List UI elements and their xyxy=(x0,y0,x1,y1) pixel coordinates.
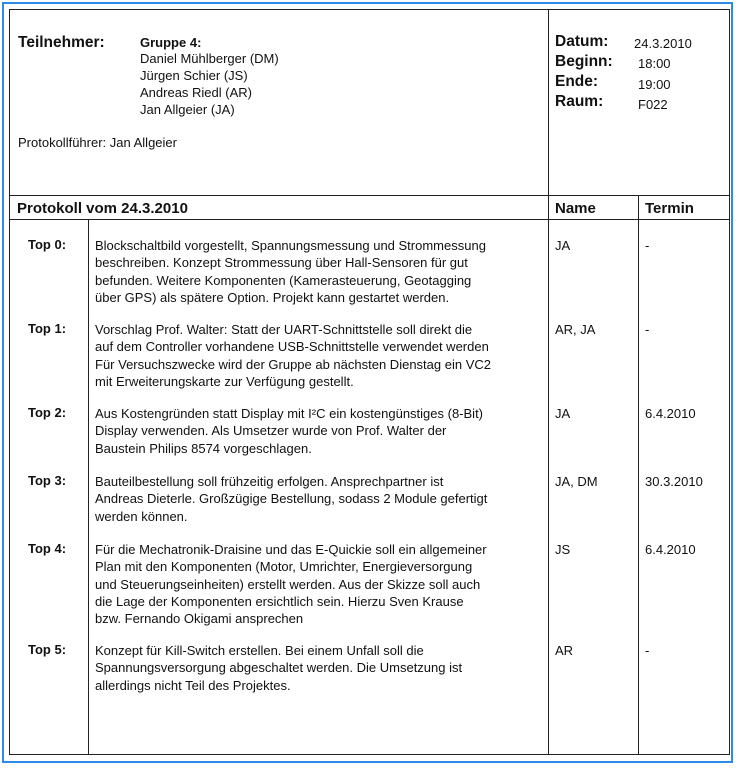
top-label-2: Top 2: xyxy=(28,405,67,420)
termin-0: - xyxy=(645,238,650,253)
raum-value: F022 xyxy=(638,97,668,112)
divider-header-right xyxy=(548,9,549,755)
column-name-header: Name xyxy=(555,200,596,217)
top-label-5: Top 5: xyxy=(28,642,67,657)
text-line: Blockschaltbild vorgestellt, Spannungsmessung und Strommessung xyxy=(95,238,486,253)
text-line: Für die Mechatronik-Draisine und das E-Quickie soll ein allgemeiner xyxy=(95,542,487,557)
protokollfuehrer: Protokollführer: Jan Allgeier xyxy=(18,135,177,150)
name-2: JA xyxy=(555,406,571,421)
text-line: Display verwenden. Als Umsetzer wurde von Prof. Walter der xyxy=(95,423,447,439)
text-line: Aus Kostengründen statt Display mit I²C ein kostengünstiges (8-Bit) xyxy=(95,406,484,421)
termin-5: - xyxy=(645,643,650,658)
text-line: Baustein Philips 8574 vorgeschlagen. xyxy=(95,440,312,456)
top-text-2 xyxy=(95,405,483,457)
name-5: AR xyxy=(555,643,574,658)
divider-top-column xyxy=(88,220,89,755)
text-line: Vorschlag Prof. Walter: Statt der UART-Schnittstelle soll direkt die xyxy=(95,322,473,337)
text-line: Für Versuchszwecke wird der Gruppe ab nächsten Dienstag ein VC2 xyxy=(95,356,491,372)
top-text-5 xyxy=(95,642,462,694)
ende-label: Ende: xyxy=(555,73,599,90)
member-3: Andreas Riedl (AR) xyxy=(140,85,252,100)
top-label-0: Top 0: xyxy=(28,237,67,252)
termin-1: - xyxy=(645,322,650,337)
member-2: Jürgen Schier (JS) xyxy=(140,68,248,83)
text-line: die Lage der Komponenten ersichtlich sein. Hierzu Sven Krause xyxy=(95,593,464,609)
divider-header-bottom xyxy=(9,195,730,196)
text-line: Plan mit den Komponenten (Motor, Umrichter, Energieversorgung xyxy=(95,559,473,575)
top-text-3 xyxy=(95,473,487,525)
top-text-0 xyxy=(95,237,486,306)
name-4: JS xyxy=(555,542,571,557)
name-0: JA xyxy=(555,238,571,253)
text-line: auf dem Controller vorhandene USB-Schnittstelle verwendet werden xyxy=(95,339,489,355)
top-label-3: Top 3: xyxy=(28,473,67,488)
member-4: Jan Allgeier (JA) xyxy=(140,102,235,117)
column-termin-header: Termin xyxy=(645,200,694,217)
top-text-1 xyxy=(95,321,491,390)
top-text-4 xyxy=(95,541,487,627)
text-line: Bauteilbestellung soll frühzeitig erfolgen. Ansprechpartner ist xyxy=(95,474,444,489)
top-label-4: Top 4: xyxy=(28,541,67,556)
text-line: werden können. xyxy=(95,508,188,524)
datum-label: Datum: xyxy=(555,33,609,50)
raum-label: Raum: xyxy=(555,93,604,110)
divider-table-header xyxy=(9,219,730,220)
text-line: und Steuerungseinheiten) erstellt werden. Aus der Skizze soll auch xyxy=(95,576,481,592)
text-line: bzw. Fernando Okigami ansprechen xyxy=(95,611,304,627)
name-1: AR, JA xyxy=(555,322,596,337)
name-3: JA, DM xyxy=(555,474,598,489)
group-title: Gruppe 4: xyxy=(140,35,202,50)
beginn-label: Beginn: xyxy=(555,53,613,70)
protocol-title: Protokoll vom 24.3.2010 xyxy=(17,200,188,217)
datum-value: 24.3.2010 xyxy=(634,36,692,51)
text-line: allerdings nicht Teil des Projektes. xyxy=(95,677,291,693)
text-line: Spannungsversorgung abgeschaltet werden. Die Umsetzung ist xyxy=(95,660,463,676)
divider-termin xyxy=(638,196,639,755)
member-1: Daniel Mühlberger (DM) xyxy=(140,51,279,66)
text-line: über GPS) als spätere Option. Projekt kann gestartet werden. xyxy=(95,289,450,305)
top-label-1: Top 1: xyxy=(28,321,67,336)
beginn-value: 18:00 xyxy=(638,56,671,71)
termin-3: 30.3.2010 xyxy=(645,474,703,489)
text-line: beschreiben. Konzept Strommessung über Hall-Sensoren für gut xyxy=(95,255,468,271)
text-line: befunden. Weitere Komponenten (Kamerasteuerung, Geotagging xyxy=(95,272,472,288)
text-line: Konzept für Kill-Switch erstellen. Bei einem Unfall soll die xyxy=(95,643,424,658)
termin-2: 6.4.2010 xyxy=(645,406,696,421)
ende-value: 19:00 xyxy=(638,77,671,92)
termin-4: 6.4.2010 xyxy=(645,542,696,557)
text-line: Andreas Dieterle. Großzügige Bestellung, sodass 2 Module gefertigt xyxy=(95,491,488,507)
text-line: mit Erweiterungskarte zur Verfügung gestellt. xyxy=(95,373,354,389)
teilnehmer-label: Teilnehmer: xyxy=(18,34,105,51)
